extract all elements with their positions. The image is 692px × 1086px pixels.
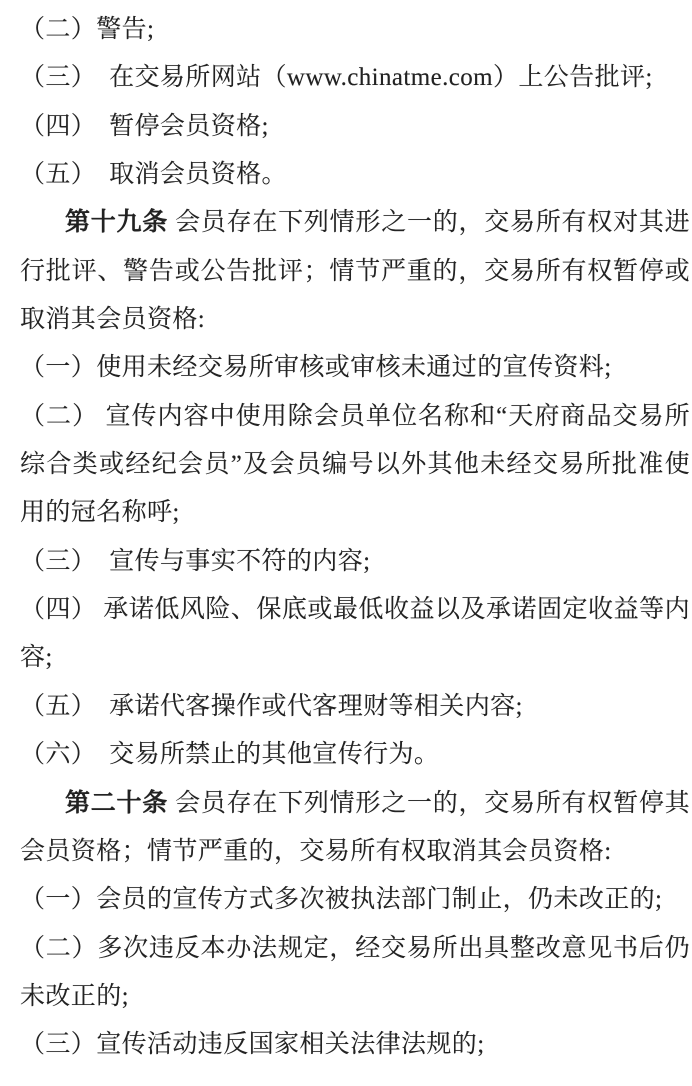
article-19-line-2 bbox=[20, 248, 690, 296]
article-20-item-2-line-1 bbox=[20, 925, 690, 973]
line-text: （三） 在交易所网站（www.chinatme.com）上公告批评; bbox=[20, 64, 653, 92]
article-19-item-2-line-3 bbox=[20, 489, 690, 537]
line-text: 综合类或经纪会员”及会员编号以外其他未经交易所批准使 bbox=[20, 451, 690, 479]
line-text: 行批评、警告或公告批评；情节严重的，交易所有权暂停或 bbox=[20, 257, 690, 285]
article-19-item-1 bbox=[20, 344, 690, 392]
line-text: （六） 交易所禁止的其他宣传行为。 bbox=[20, 741, 440, 769]
article-19-item-6 bbox=[20, 731, 690, 779]
article-20-item-2-line-2 bbox=[20, 973, 690, 1021]
line-text: （五） 承诺代客操作或代客理财等相关内容; bbox=[20, 692, 523, 720]
line-text: （五） 取消会员资格。 bbox=[20, 161, 287, 189]
line-text: 会员资格；情节严重的，交易所有权取消其会员资格: bbox=[20, 837, 612, 865]
line-text: （二）警告; bbox=[20, 16, 155, 43]
article-19-line-3 bbox=[20, 296, 690, 344]
item-2-warning bbox=[20, 6, 690, 54]
article-20-item-3 bbox=[20, 1021, 690, 1069]
line-text: 容; bbox=[20, 644, 53, 672]
article-number-heading: 第十九条 bbox=[65, 209, 169, 237]
line-text: （三）宣传活动违反国家相关法律法规的; bbox=[20, 1031, 485, 1059]
article-19-item-3 bbox=[20, 538, 690, 586]
line-text: （四） 承诺低风险、保底或最低收益以及承诺固定收益等内 bbox=[20, 596, 690, 624]
item-5-cancel-membership bbox=[20, 151, 690, 199]
line-text: （三） 宣传与事实不符的内容; bbox=[20, 547, 371, 575]
line-text: 未改正的; bbox=[20, 982, 129, 1010]
line-text: （四） 暂停会员资格; bbox=[20, 112, 269, 140]
line-text: （二）多次违反本办法规定，经交易所出具整改意见书后仍 bbox=[20, 934, 690, 962]
article-20-item-1 bbox=[20, 876, 690, 924]
article-20-line-1 bbox=[20, 780, 690, 828]
line-text: 用的冠名称呼; bbox=[20, 499, 180, 527]
article-19-item-5 bbox=[20, 683, 690, 731]
line-text: （一）会员的宣传方式多次被执法部门制止，仍未改正的; bbox=[20, 886, 663, 914]
item-3-website-criticism bbox=[20, 54, 690, 102]
article-19-item-4-line-2 bbox=[20, 634, 690, 682]
line-text: 取消其会员资格: bbox=[20, 306, 206, 334]
line-text: （一）使用未经交易所审核或审核未通过的宣传资料; bbox=[20, 354, 612, 382]
article-20-line-2 bbox=[20, 828, 690, 876]
article-19-item-2-line-1 bbox=[20, 393, 690, 441]
article-number-heading: 第二十条 bbox=[65, 789, 169, 817]
item-4-suspend-membership bbox=[20, 103, 690, 151]
article-19-line-1 bbox=[20, 199, 690, 247]
line-text: （二） 宣传内容中使用除会员单位名称和“天府商品交易所 bbox=[20, 402, 690, 430]
article-19-item-2-line-2 bbox=[20, 441, 690, 489]
line-text: 会员存在下列情形之一的，交易所有权对其进 bbox=[168, 209, 690, 237]
line-text: 会员存在下列情形之一的，交易所有权暂停其 bbox=[168, 789, 690, 817]
article-19-item-4-line-1 bbox=[20, 586, 690, 634]
